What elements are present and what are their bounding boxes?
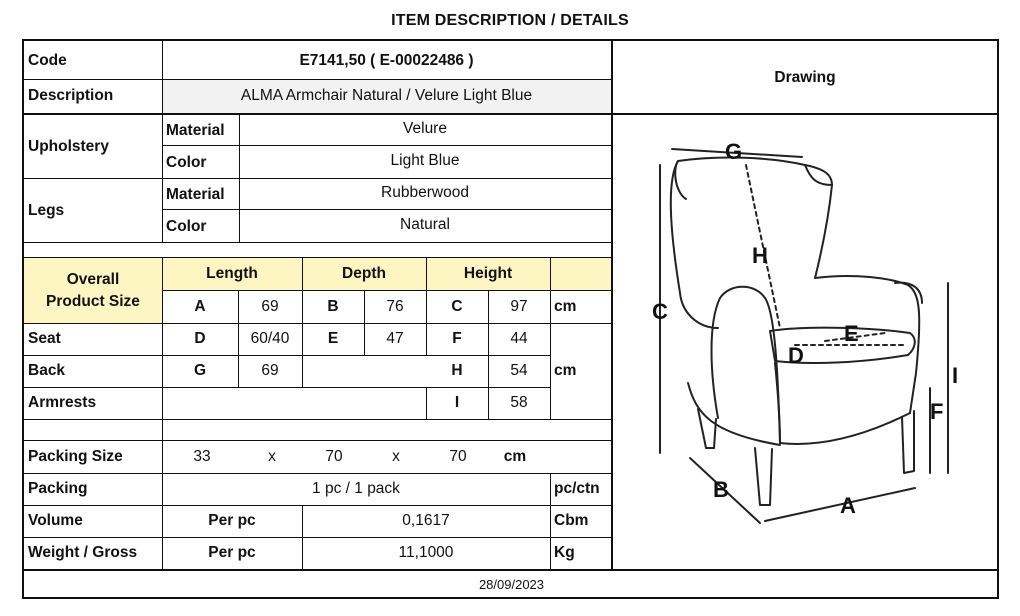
armchair-drawing: [610, 113, 990, 533]
seat-label: Seat: [28, 330, 61, 347]
seat-f-letter: F: [452, 330, 462, 347]
size-b-letter: B: [327, 297, 339, 315]
weight-unit: Kg: [554, 544, 575, 561]
packing-size-v3: 70: [449, 447, 467, 465]
legs-color-label: Color: [166, 218, 207, 235]
grid-line: [24, 242, 611, 243]
armrests-label: Armrests: [28, 394, 97, 411]
drawing-letter-d: D: [788, 343, 804, 368]
grid-line: [302, 257, 303, 387]
grid-line: [488, 290, 489, 419]
volume-label: Volume: [28, 512, 83, 529]
legs-material-label: Material: [166, 186, 225, 203]
packing-unit: pc/ctn: [554, 480, 600, 497]
drawing-letter-h: H: [752, 243, 768, 268]
left-armrest: [712, 287, 781, 443]
leg-front-left: [755, 448, 772, 505]
size-unit: cm: [554, 297, 577, 315]
back-h-letter: H: [451, 362, 463, 379]
legs-color-value: Natural: [400, 216, 450, 233]
grid-line: [24, 569, 999, 571]
code-value: E7141,50 ( E-00022486 ): [299, 52, 474, 69]
packing-size-v1: 33: [193, 447, 211, 465]
drawing-letter-i: I: [952, 363, 959, 388]
grid-line: [239, 115, 240, 243]
grid-line: [162, 145, 611, 146]
volume-unit: Cbm: [554, 512, 589, 529]
armchair-illustration: [610, 113, 990, 533]
grid-line: [24, 505, 611, 506]
size-c-value: 97: [510, 297, 528, 315]
grid-line: [302, 505, 303, 569]
seat-f-value: 44: [510, 330, 528, 347]
size-a-letter: A: [194, 297, 206, 315]
grid-line: [550, 257, 551, 419]
armrests-i-value: 58: [510, 394, 528, 411]
grid-line: [24, 257, 611, 258]
drawing-letter-f: F: [930, 399, 944, 424]
size-a-value: 69: [261, 297, 279, 315]
grid-line: [238, 290, 239, 387]
seat-d-letter: D: [194, 330, 206, 347]
length-header: Length: [206, 264, 258, 282]
chair-left-base: [688, 383, 780, 445]
legs-label: Legs: [28, 202, 65, 219]
seat-e-letter: E: [327, 330, 339, 347]
leg-back-left: [698, 409, 716, 448]
description-value: ALMA Armchair Natural / Velure Light Blue: [240, 87, 533, 104]
volume-per: Per pc: [208, 512, 256, 529]
grid-line: [162, 79, 611, 80]
size-c-letter: C: [451, 297, 463, 315]
legs-material-value: Rubberwood: [381, 184, 469, 201]
volume-value: 0,1617: [402, 512, 450, 529]
packing-size-label: Packing Size: [28, 447, 123, 465]
product-size-label: Product Size: [46, 293, 140, 310]
chair-back-outline: [671, 158, 832, 293]
seat-d-value: 60/40: [250, 330, 290, 347]
grid-line: [426, 387, 427, 419]
chair-wing-left: [675, 161, 686, 199]
back-unit: cm: [554, 362, 577, 379]
grid-line: [24, 323, 611, 324]
grid-line: [24, 419, 611, 420]
grid-line: [550, 473, 551, 569]
packing-size-x1: x: [268, 447, 276, 465]
armrests-i-letter: I: [454, 394, 460, 411]
grid-line: [24, 79, 162, 80]
size-b-value: 76: [386, 297, 404, 315]
grid-line: [24, 473, 611, 474]
packing-size-unit: cm: [503, 447, 527, 465]
height-header: Height: [463, 264, 513, 282]
overall-label: Overall: [66, 271, 120, 288]
packing-size-v2: 70: [325, 447, 343, 465]
grid-line: [24, 178, 611, 179]
grid-line: [24, 355, 550, 356]
drawing-letter-a: A: [840, 493, 856, 518]
drawing-letter-b: B: [713, 477, 729, 502]
code-label: Code: [28, 52, 67, 69]
back-h-value: 54: [510, 362, 528, 379]
upholstery-material-label: Material: [166, 122, 225, 139]
seat-e-value: 47: [386, 330, 404, 347]
document-date: 28/09/2023: [478, 576, 545, 592]
back-label: Back: [28, 362, 66, 379]
leg-front-right: [902, 411, 914, 473]
grid-line: [24, 387, 550, 388]
upholstery-color-value: Light Blue: [390, 152, 460, 169]
packing-value: 1 pc / 1 pack: [312, 480, 400, 497]
packing-size-x2: x: [392, 447, 400, 465]
depth-header: Depth: [342, 264, 386, 282]
upholstery-material-value: Velure: [403, 120, 447, 137]
upholstery-label: Upholstery: [28, 138, 109, 155]
upholstery-color-label: Color: [166, 154, 207, 171]
drawing-label: Drawing: [774, 69, 836, 86]
description-label: Description: [28, 87, 114, 104]
drawing-letter-g: G: [725, 139, 743, 164]
drawing-letter-e: E: [844, 321, 859, 346]
back-g-value: 69: [261, 362, 279, 379]
drawing-letter-c: C: [652, 299, 668, 324]
weight-per: Per pc: [208, 544, 256, 561]
document-title: ITEM DESCRIPTION / DETAILS: [391, 12, 629, 29]
back-g-letter: G: [193, 362, 207, 379]
weight-label: Weight / Gross: [28, 544, 138, 561]
grid-line: [426, 257, 427, 355]
grid-line: [162, 257, 163, 569]
packing-label: Packing: [28, 480, 88, 497]
weight-value: 11,1000: [398, 544, 454, 561]
grid-line: [162, 209, 611, 210]
chair-front: [775, 363, 910, 444]
grid-line: [24, 537, 611, 538]
grid-line: [24, 440, 611, 441]
grid-line: [364, 290, 365, 355]
grid-line: [162, 290, 611, 291]
grid-line: [162, 41, 163, 243]
